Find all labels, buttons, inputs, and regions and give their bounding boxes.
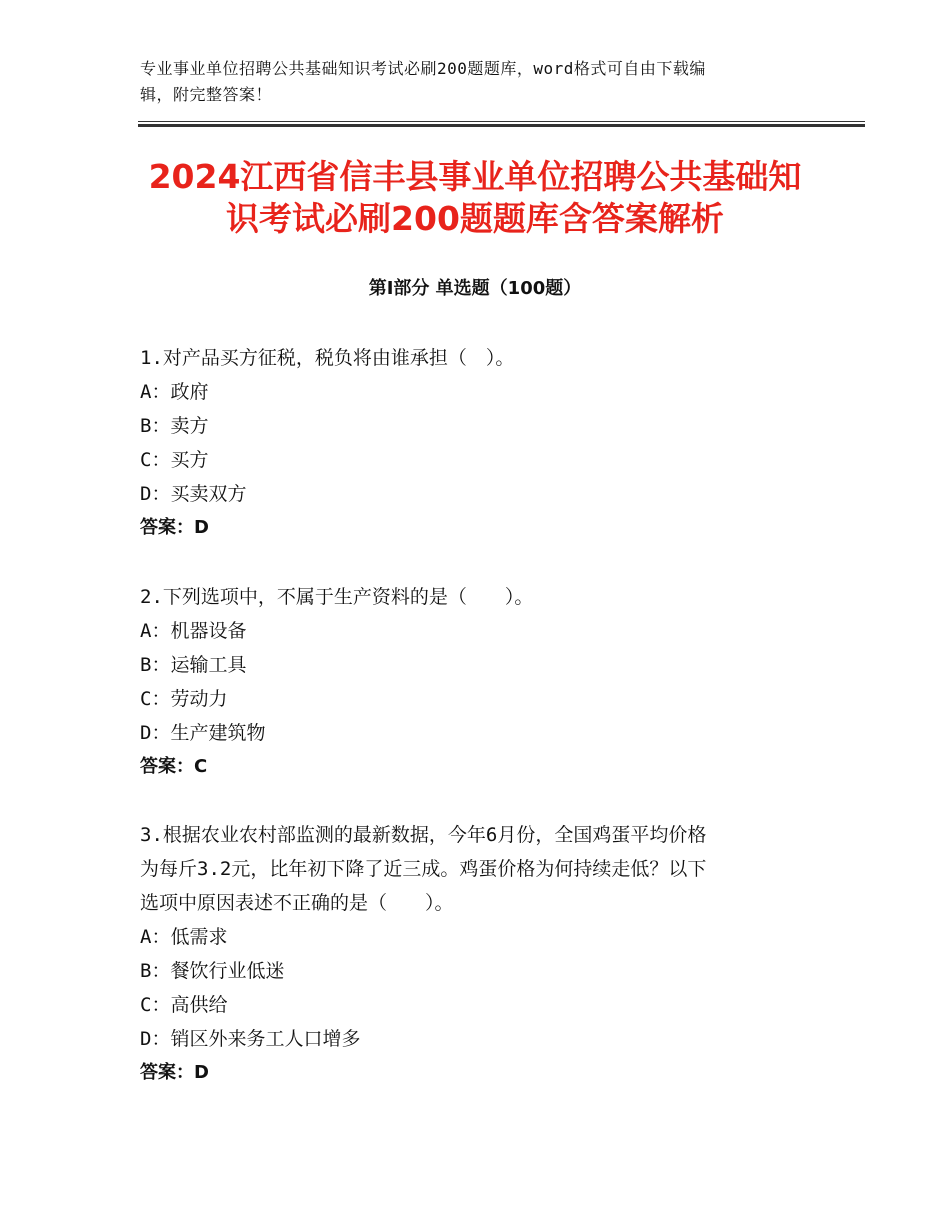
option-d: D：生产建筑物 [140,722,266,744]
option-a: A：政府 [140,381,209,403]
header-note-line: 专业事业单位招聘公共基础知识考试必刷200题题库，word格式可自由下载编 [140,59,706,78]
title-line: 识考试必刷200题题库含答案解析 [226,199,724,238]
header-note-line: 辑，附完整答案！ [140,85,273,104]
option-d: D：销区外来务工人口增多 [140,1028,361,1050]
section-heading: 第Ⅰ部分 单选题（100题） [368,278,582,299]
answer-line: 答案：D [140,517,209,538]
question-stem-line: 选项中原因表述不正确的是（ ）。 [140,892,454,914]
question-block [140,580,820,784]
question-stem-line: 为每斤3.2元，比年初下降了近三成。鸡蛋价格为何持续走低？以下 [140,858,707,880]
question-stem: 1.对产品买方征税，税负将由谁承担（ ）。 [140,347,515,369]
question-stem-line: 3.根据农业农村部监测的最新数据，今年6月份，全国鸡蛋平均价格 [140,824,707,846]
option-b: B：卖方 [140,415,209,437]
title-line: 2024江西省信丰县事业单位招聘公共基础知 [148,157,802,196]
question-stem: 2.下列选项中，不属于生产资料的是（ ）。 [140,586,534,608]
option-a: A：机器设备 [140,620,247,642]
answer-line: 答案：C [140,756,208,777]
header-note [140,56,820,108]
question-block [140,341,820,545]
option-d: D：买卖双方 [140,483,247,505]
option-c: C：劳动力 [140,688,228,710]
option-a: A：低需求 [140,926,228,948]
header-divider-thin [138,121,865,122]
option-c: C：高供给 [140,994,228,1016]
header-divider-thick [138,124,865,127]
question-block [140,818,820,1090]
option-b: B：餐饮行业低迷 [140,960,285,982]
answer-line: 答案：D [140,1062,209,1083]
document-title [100,156,850,240]
option-b: B：运输工具 [140,654,247,676]
option-c: C：买方 [140,449,209,471]
